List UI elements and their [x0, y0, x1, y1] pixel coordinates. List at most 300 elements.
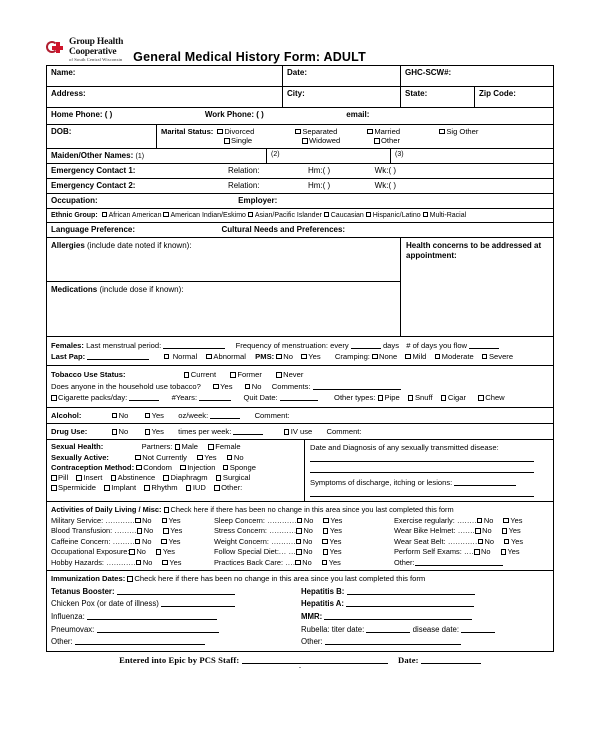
symptoms-input-2[interactable]	[310, 492, 534, 497]
times-per-week-label: times per week:	[178, 427, 232, 436]
option-active-yes[interactable]	[197, 453, 216, 462]
checkbox-military-service-yes[interactable]	[162, 518, 168, 524]
immunization-item	[301, 598, 549, 611]
checkbox-condom[interactable]	[136, 465, 142, 471]
adl-item: Wear Seat Belt: ............ No Yes	[394, 536, 524, 546]
adl-item: Weight Concern: .......... No Yes	[214, 536, 342, 546]
option-abstinence[interactable]	[111, 473, 156, 482]
checkbox-stress-concern-no[interactable]	[296, 528, 302, 534]
label-iv-use: IV use	[290, 427, 313, 436]
checkbox-self-exams-no[interactable]	[474, 549, 480, 555]
option-active-no[interactable]	[227, 453, 244, 462]
checkbox-pms-no[interactable]	[276, 354, 282, 360]
option-partner-male[interactable]	[175, 442, 198, 451]
chicken-pox-input[interactable]	[161, 606, 235, 607]
checkbox-cramping-mild[interactable]	[405, 354, 411, 360]
packs-input[interactable]	[129, 400, 159, 401]
field-ghc-number[interactable]: GHC-SCW#:	[405, 67, 452, 77]
option-other-marital[interactable]	[374, 136, 400, 145]
option-pap-normal[interactable]	[164, 352, 198, 361]
option-american-indian[interactable]	[163, 212, 245, 219]
pms-label: PMS:	[255, 351, 275, 361]
medications-box[interactable]	[47, 282, 400, 336]
label-cramping-none: None	[379, 351, 398, 361]
years-input[interactable]	[199, 400, 231, 401]
immunization-section	[47, 571, 553, 651]
pneumovax-input[interactable]	[97, 632, 219, 633]
label-pms-yes: Yes	[308, 351, 321, 361]
option-pill[interactable]	[51, 473, 68, 482]
footer-date-input[interactable]	[421, 663, 481, 664]
label-alcohol-no: No	[118, 410, 129, 420]
adl-other-row	[394, 558, 549, 569]
lmp-input[interactable]	[163, 348, 225, 349]
allergies-medications-column	[47, 238, 401, 336]
rubella-titer-input[interactable]	[366, 632, 410, 633]
option-contraception-other[interactable]	[214, 483, 242, 492]
checkbox-exercise-no[interactable]	[477, 518, 483, 524]
option-iud[interactable]	[186, 483, 206, 492]
checkbox-tobacco-never[interactable]	[276, 372, 282, 378]
option-divorced[interactable]	[217, 127, 295, 136]
language-cell[interactable]	[47, 223, 553, 237]
pneumovax-label: Pneumovax:	[51, 624, 95, 634]
checkbox-alcohol-no[interactable]	[112, 413, 118, 419]
adl-item: Blood Transfusion: ......... No Yes	[51, 526, 183, 536]
checkbox-active-yes[interactable]	[197, 455, 203, 461]
option-rhythm[interactable]	[144, 483, 177, 492]
option-household-no[interactable]	[245, 382, 262, 391]
checkbox-hispanic-latino[interactable]	[366, 212, 372, 218]
label-pill: Pill	[58, 473, 69, 483]
option-diaphragm[interactable]	[163, 473, 207, 482]
marital-status-label: Marital Status:	[161, 126, 214, 136]
option-snuff[interactable]	[408, 393, 433, 402]
option-married[interactable]	[367, 127, 439, 136]
immunization-item	[301, 636, 549, 649]
adl-item: Occupational Exposure: No Yes	[51, 547, 175, 557]
checkbox-injection[interactable]	[180, 465, 186, 471]
option-pms-yes[interactable]	[301, 352, 320, 361]
label-not-currently: Not Currently	[142, 452, 187, 462]
checkbox-caucasian[interactable]	[324, 212, 330, 218]
checkbox-pill[interactable]	[51, 475, 57, 481]
adl-label: Hobby Hazards:	[51, 557, 104, 567]
checkbox-asian-pacific[interactable]	[248, 212, 254, 218]
field-date[interactable]: Date:	[283, 66, 401, 86]
checkbox-cramping-moderate[interactable]	[435, 354, 441, 360]
label-drug-yes: Yes	[151, 427, 164, 436]
option-african-american[interactable]	[102, 212, 162, 219]
checkbox-blood-transfusion-no[interactable]	[137, 528, 143, 534]
emergency-contact-1-label: Emergency Contact 1:	[51, 165, 136, 175]
immunization-no-change-label: Check here if there has been no change in this area since you last completed this form	[134, 574, 426, 584]
label-snuff: Snuff	[414, 393, 433, 403]
relation-1-label: Relation:	[227, 165, 260, 175]
symptoms-input[interactable]	[454, 485, 516, 486]
label-rhythm: Rhythm	[151, 483, 178, 493]
checkbox-pap-normal[interactable]	[164, 354, 170, 360]
adl-label: Blood Transfusion:	[51, 526, 113, 536]
drug-comment-label[interactable]: Comment:	[326, 427, 362, 436]
tobacco-comments-label: Comments:	[271, 381, 311, 391]
option-spermicide[interactable]	[51, 483, 96, 492]
field-email[interactable]: email:	[346, 109, 370, 119]
checkbox-cramping-none[interactable]	[372, 354, 378, 360]
label-household-yes: Yes	[220, 381, 233, 391]
checkbox-implant[interactable]	[104, 485, 110, 491]
label-household-no: No	[251, 381, 262, 391]
field-zip[interactable]: Zip Code:	[479, 88, 516, 98]
option-caucasian[interactable]	[324, 212, 364, 219]
row-immunization	[47, 571, 553, 651]
label-pap-abnormal: Abnormal	[213, 351, 246, 361]
option-cramping-severe[interactable]	[482, 352, 513, 361]
checkbox-alcohol-yes[interactable]	[145, 413, 151, 419]
hepatitis-a-input[interactable]	[346, 606, 474, 607]
checkbox-cigarette-packs[interactable]	[51, 395, 57, 401]
rubella-disease-input[interactable]	[461, 632, 495, 633]
adl-item: Wear Bike Helmet: ....... No Yes	[394, 526, 521, 536]
option-partner-female[interactable]	[208, 442, 240, 451]
label-tobacco-never: Never	[283, 370, 304, 380]
checkbox-pms-yes[interactable]	[301, 354, 307, 360]
other-types-label: Other types:	[334, 393, 376, 403]
option-implant[interactable]	[104, 483, 136, 492]
option-household-yes[interactable]	[213, 382, 232, 391]
label-hispanic-latino: Hispanic/Latino	[372, 211, 421, 219]
alcohol-label: Alcohol:	[51, 410, 82, 420]
checkbox-bike-helmet-no[interactable]	[475, 528, 481, 534]
field-maiden-2[interactable]: (2)	[267, 149, 391, 163]
emergency-contact-1-cell[interactable]	[47, 164, 553, 178]
checkbox-not-currently[interactable]	[135, 455, 141, 461]
immunization-other-left-input[interactable]	[75, 644, 205, 645]
contraception-label: Contraception Method:	[51, 462, 135, 472]
checkbox-exercise-yes[interactable]	[503, 518, 509, 524]
footer-date-label: Date:	[398, 654, 419, 665]
checkbox-hobby-hazards-no[interactable]	[136, 560, 142, 566]
alcohol-comment-label[interactable]: Comment:	[254, 410, 290, 420]
field-city[interactable]: City:	[283, 87, 401, 107]
maiden-label: Maiden/Other Names:	[51, 150, 134, 160]
option-asian-pacific[interactable]	[248, 212, 322, 219]
checkbox-back-care-no[interactable]	[295, 560, 301, 566]
row-emergency-contact-2	[47, 179, 553, 194]
checkbox-pipe[interactable]	[378, 395, 384, 401]
sexual-health-label: Sexual Health:	[51, 442, 104, 452]
rubella-disease-date-label: disease date:	[412, 624, 460, 634]
option-tobacco-current[interactable]	[184, 370, 216, 379]
sexually-active-label: Sexually Active:	[51, 452, 109, 462]
ethnic-group-label: Ethnic Group:	[51, 211, 98, 219]
checkbox-widowed[interactable]	[302, 138, 308, 144]
partners-label: Partners:	[141, 442, 173, 452]
option-widowed[interactable]	[302, 136, 374, 145]
household-tobacco-label: Does anyone in the household use tobacco?	[51, 381, 201, 391]
checkbox-chew[interactable]	[478, 395, 484, 401]
checkbox-single[interactable]	[224, 138, 230, 144]
checkbox-surgical[interactable]	[216, 475, 222, 481]
checkbox-special-diet-yes[interactable]	[323, 549, 329, 555]
hepatitis-b-input[interactable]	[347, 594, 475, 595]
checkbox-sleep-concern-yes[interactable]	[323, 518, 329, 524]
checkbox-diaphragm[interactable]	[163, 475, 169, 481]
field-dob[interactable]: DOB:	[47, 125, 157, 148]
label-iud: IUD	[192, 483, 206, 493]
checkbox-caffeine-concern-yes[interactable]	[161, 539, 167, 545]
immunization-item	[51, 598, 301, 611]
checkbox-tobacco-former[interactable]	[230, 372, 236, 378]
checkbox-sig-other[interactable]	[439, 129, 445, 135]
checkbox-insert[interactable]	[76, 475, 82, 481]
option-cramping-moderate[interactable]	[435, 352, 474, 361]
option-pap-abnormal[interactable]	[206, 352, 246, 361]
checkbox-separated[interactable]	[295, 129, 301, 135]
row-dob-marital	[47, 125, 553, 149]
checkbox-spermicide[interactable]	[51, 485, 57, 491]
occupation-cell[interactable]	[47, 194, 553, 208]
checkbox-back-care-yes[interactable]	[322, 560, 328, 566]
adl-item: Practices Back Care: .... No Yes	[214, 557, 341, 567]
maiden-index-1: (1)	[135, 152, 145, 160]
immunization-other-right-input[interactable]	[325, 644, 461, 645]
flow-input[interactable]	[469, 348, 499, 349]
label-sponge: Sponge	[229, 462, 256, 472]
checkbox-occupational-exposure-no[interactable]	[129, 549, 135, 555]
logo-line-2: Cooperative	[69, 46, 117, 57]
checkbox-rhythm[interactable]	[144, 485, 150, 491]
option-hispanic-latino[interactable]	[366, 212, 421, 219]
checkbox-cramping-severe[interactable]	[482, 354, 488, 360]
oz-week-input[interactable]	[210, 418, 240, 419]
symptoms-label: Symptoms of discharge, itching or lesions:	[310, 478, 453, 488]
checkbox-african-american[interactable]	[102, 212, 108, 218]
checkbox-sleep-concern-no[interactable]	[297, 518, 303, 524]
std-input[interactable]	[310, 468, 534, 473]
checkbox-cigar[interactable]	[441, 395, 447, 401]
option-condom[interactable]	[136, 463, 172, 472]
label-injection: Injection	[187, 462, 216, 472]
checkbox-stress-concern-yes[interactable]	[323, 528, 329, 534]
label-pipe: Pipe	[384, 393, 400, 403]
mmr-label: MMR:	[301, 612, 323, 622]
allergies-box[interactable]	[47, 238, 400, 282]
option-injection[interactable]	[180, 463, 215, 472]
checkbox-abstinence[interactable]	[111, 475, 117, 481]
option-cigar[interactable]	[441, 393, 466, 402]
option-cramping-mild[interactable]	[405, 352, 426, 361]
field-work-phone[interactable]: Work Phone: ( )	[204, 109, 264, 119]
label-pap-normal: Normal	[172, 351, 198, 361]
adl-other-input[interactable]	[415, 565, 503, 566]
option-drug-yes[interactable]	[145, 427, 164, 436]
row-address	[47, 87, 553, 108]
medications-note: (include dose if known):	[97, 284, 184, 294]
label-chew: Chew	[485, 393, 505, 403]
label-cramping-moderate: Moderate	[441, 351, 474, 361]
checkbox-partner-male[interactable]	[175, 444, 181, 450]
field-maiden-1[interactable]	[47, 149, 267, 163]
immunization-item	[51, 586, 301, 599]
option-pipe[interactable]	[378, 393, 400, 402]
row-phones	[47, 108, 553, 125]
checkbox-multi-racial[interactable]	[423, 212, 429, 218]
logo	[46, 38, 123, 63]
ethnic-group-cell	[47, 209, 553, 222]
checkbox-drug-no[interactable]	[112, 429, 118, 435]
medications-label: Medications	[51, 284, 98, 294]
label-sig-other: Sig Other	[446, 126, 479, 136]
checkbox-adl-no-change[interactable]	[164, 507, 170, 513]
checkbox-caffeine-concern-no[interactable]	[135, 539, 141, 545]
flow-label: # of days you flow	[406, 340, 468, 350]
label-caucasian: Caucasian	[330, 211, 364, 219]
drug-use-label: Drug Use:	[51, 427, 88, 436]
checkbox-iv-use[interactable]	[284, 429, 290, 435]
label-insert: Insert	[83, 473, 103, 483]
adl-label: Weight Concern:	[214, 536, 269, 546]
checkbox-active-no[interactable]	[227, 455, 233, 461]
checkbox-household-yes[interactable]	[213, 384, 219, 390]
checkbox-weight-concern-yes[interactable]	[322, 539, 328, 545]
females-label: Females:	[51, 340, 84, 350]
option-cramping-none[interactable]	[372, 352, 397, 361]
option-sponge[interactable]	[223, 463, 256, 472]
relation-2-label: Relation:	[227, 180, 260, 190]
checkbox-blood-transfusion-yes[interactable]	[163, 528, 169, 534]
lmp-label: Last menstrual period:	[86, 340, 162, 350]
checkbox-seat-belt-no[interactable]	[478, 539, 484, 545]
checkbox-military-service-no[interactable]	[135, 518, 141, 524]
option-not-currently[interactable]	[135, 453, 187, 462]
epic-staff-input[interactable]	[242, 663, 388, 664]
health-concerns-box[interactable]: Health concerns to be addressed at appointment:	[406, 240, 542, 260]
row-maiden-names	[47, 149, 553, 164]
page-title: General Medical History Form: ADULT	[133, 49, 366, 64]
emergency-contact-2-cell[interactable]	[47, 179, 553, 193]
checkbox-pap-abnormal[interactable]	[206, 354, 212, 360]
checkbox-sponge[interactable]	[223, 465, 229, 471]
option-alcohol-yes[interactable]	[145, 411, 164, 420]
label-tobacco-current: Current	[190, 370, 217, 380]
option-insert[interactable]	[76, 473, 102, 482]
checkbox-weight-concern-no[interactable]	[296, 539, 302, 545]
oz-week-label: oz/week:	[178, 410, 209, 420]
adl-label: Practices Back Care:	[214, 557, 284, 567]
field-maiden-3[interactable]: (3)	[395, 150, 404, 158]
label-contraception-other: Other:	[221, 483, 243, 493]
option-alcohol-no[interactable]	[112, 411, 129, 420]
option-iv-use[interactable]	[284, 427, 313, 436]
checkbox-bike-helmet-yes[interactable]	[502, 528, 508, 534]
option-chew[interactable]	[478, 393, 504, 402]
marital-status-group	[157, 125, 553, 148]
row-name	[47, 66, 553, 87]
immunization-other-left-label: Other:	[51, 637, 73, 647]
label-married: Married	[374, 126, 401, 136]
hepatitis-b-label: Hepatitis B:	[301, 586, 345, 596]
option-sig-other[interactable]	[439, 127, 478, 136]
checkbox-drug-yes[interactable]	[145, 429, 151, 435]
label-drug-no: No	[118, 427, 129, 436]
mmr-input[interactable]	[324, 619, 472, 620]
field-address[interactable]: Address:	[47, 87, 283, 107]
checkbox-special-diet-no[interactable]	[296, 549, 302, 555]
adl-label: Caffeine Concern:	[51, 536, 111, 546]
option-separated[interactable]	[295, 127, 367, 136]
tobacco-comments-input[interactable]	[313, 389, 401, 390]
checkbox-household-no[interactable]	[245, 384, 251, 390]
field-state[interactable]: State:	[401, 87, 475, 107]
row-females	[47, 337, 553, 367]
option-drug-no[interactable]	[112, 427, 129, 436]
label-implant: Implant	[111, 483, 137, 493]
checkbox-occupational-exposure-yes[interactable]	[156, 549, 162, 555]
label-widowed: Widowed	[309, 136, 341, 146]
checkbox-married[interactable]	[367, 129, 373, 135]
times-per-week-input[interactable]	[233, 434, 263, 435]
checkbox-divorced[interactable]	[217, 129, 223, 135]
checkbox-partner-female[interactable]	[208, 444, 214, 450]
immunization-item	[51, 636, 301, 649]
checkbox-seat-belt-yes[interactable]	[504, 539, 510, 545]
adl-item: Hobby Hazards: ............ No Yes	[51, 557, 182, 567]
drug-use-section	[47, 424, 553, 439]
label-surgical: Surgical	[222, 473, 251, 483]
option-tobacco-former[interactable]	[230, 370, 261, 379]
field-home-phone[interactable]: Home Phone: ( )	[51, 109, 113, 119]
sexual-health-right	[305, 440, 553, 501]
checkbox-american-indian[interactable]	[163, 212, 169, 218]
checkbox-snuff[interactable]	[408, 395, 414, 401]
logo-line-1: Group Health	[69, 37, 124, 47]
option-multi-racial[interactable]	[423, 212, 467, 219]
cramping-label: Cramping:	[334, 351, 370, 361]
last-pap-label: Last Pap:	[51, 351, 86, 361]
checkbox-immunization-no-change[interactable]	[127, 576, 133, 582]
std-label: Date and Diagnosis of any sexually transmitted disease:	[310, 443, 499, 453]
field-name[interactable]: Name:	[47, 66, 283, 86]
center-tick-mark: ·	[298, 661, 302, 672]
allergies-label: Allergies	[51, 240, 85, 250]
influenza-input[interactable]	[87, 619, 217, 620]
sexual-health-left	[47, 440, 305, 501]
checkbox-self-exams-yes[interactable]	[501, 549, 507, 555]
checkbox-contraception-other[interactable]	[214, 485, 220, 491]
checkbox-tobacco-current[interactable]	[184, 372, 190, 378]
option-cigarette-packs[interactable]	[51, 393, 127, 402]
days-label: days	[382, 340, 399, 350]
option-pms-no[interactable]	[276, 352, 293, 361]
red-cross-icon	[46, 40, 66, 54]
frequency-input[interactable]	[351, 348, 381, 349]
tetanus-input[interactable]	[117, 594, 235, 595]
checkbox-other-marital[interactable]	[374, 138, 380, 144]
option-single[interactable]	[224, 136, 302, 145]
adl-item: Stress Concern: ........... No Yes	[214, 526, 342, 536]
last-pap-input[interactable]	[87, 359, 149, 360]
option-tobacco-never[interactable]	[276, 370, 303, 379]
checkbox-iud[interactable]	[186, 485, 192, 491]
checkbox-hobby-hazards-yes[interactable]	[162, 560, 168, 566]
label-separated: Separated	[302, 126, 338, 136]
adl-title: Activities of Daily Living / Misc:	[51, 505, 162, 515]
rubella-label: Rubella: titer date:	[301, 624, 365, 634]
option-surgical[interactable]	[216, 473, 250, 482]
row-alcohol	[47, 408, 553, 424]
quit-date-input[interactable]	[280, 400, 318, 401]
